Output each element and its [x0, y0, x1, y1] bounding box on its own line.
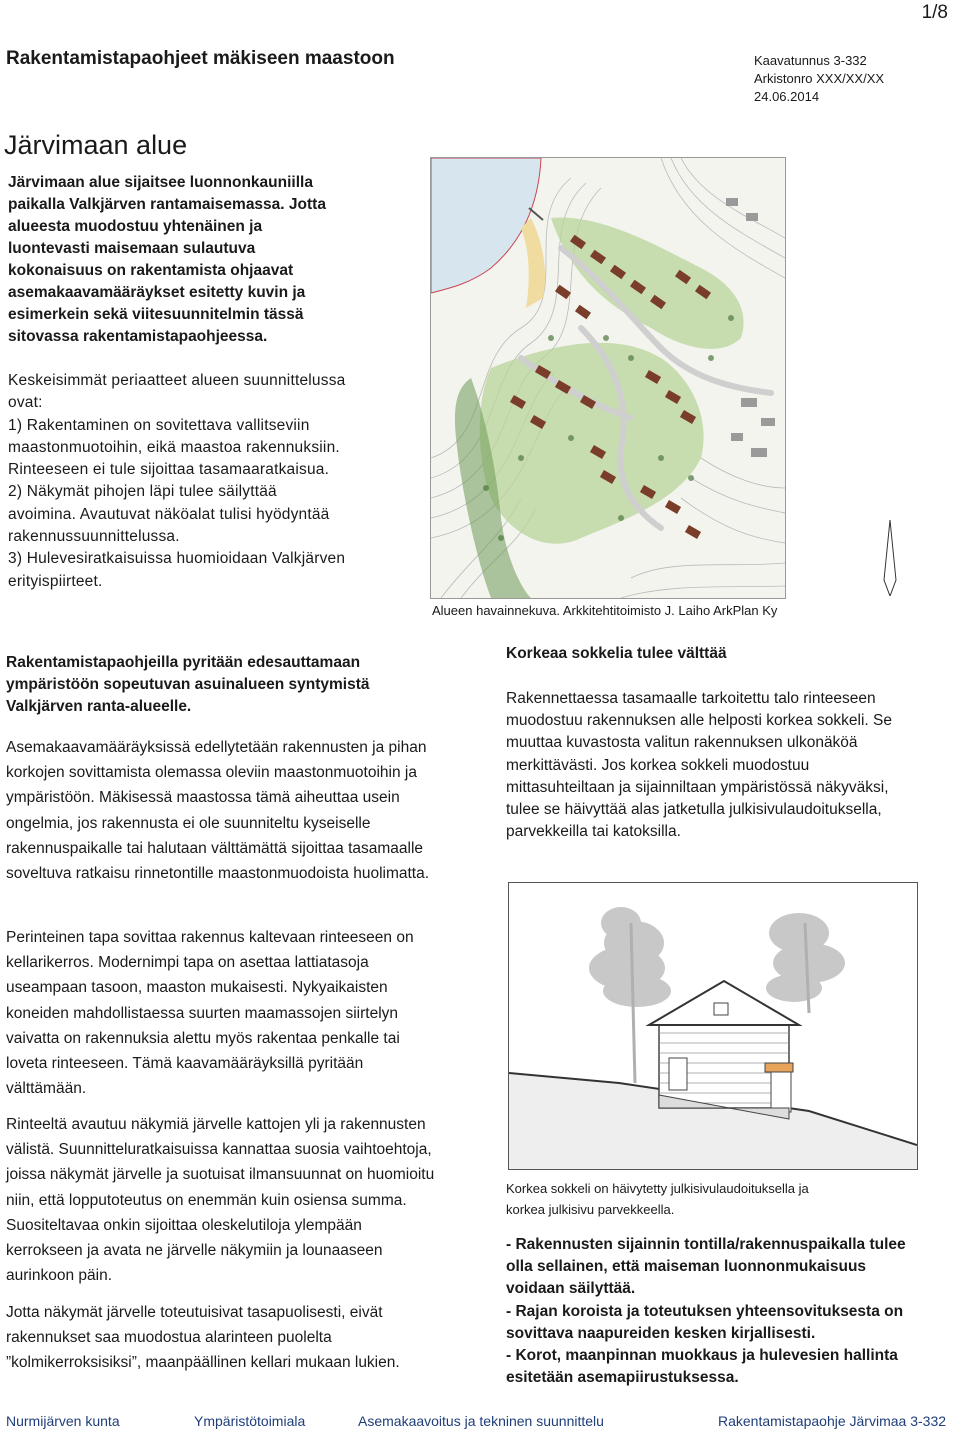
balcony-support: [771, 1072, 791, 1112]
footer-document: Rakentamistapaohje Järvimaa 3-332: [718, 1413, 947, 1429]
requirement-item: - Korot, maanpinnan muokkaus ja hulevesien hallinta esitetään asemapiirustuksessa.: [506, 1347, 898, 1387]
house-door: [669, 1058, 687, 1090]
footer-unit: Asemakaavoitus ja tekninen suunnittelu: [358, 1413, 604, 1429]
document-date: 24.06.2014: [754, 89, 820, 104]
body-paragraph: Perinteinen tapa sovittaa rakennus kaltevaan rinteeseen on kellarikerros. Modernimpi tapa on asettaa lattiatasoja useampaan tasoon, maaston mukaisesti. Nykyaikaisten koneiden mahdollistaessa suurten maamassojen siirtelyn vaivatta on rakennuksia alettu myös rakentaa penkalle tai loveta rinteeseen. Tämä kaavamääräyksillä pyritään välttämään.: [6, 929, 414, 1098]
body-paragraph: Asemakaavamääräyksissä edellytetään rakennusten ja pihan korkojen sovittamista olemassa oleviin maastonmuotoihin ja ympäristöön. Mäkisessä maastossa tämä aiheuttaa usein ongelmia, jos rakennusta ei ole suunniteltu kyseiselle rakennuspaikalle tai halutaan välttämättä sijoittaa tasamaalle soveltuva ratkaisu rinnetontille maastonmuodoista huolimatta.: [6, 739, 430, 883]
slope-house-sketch: [508, 882, 918, 1170]
body-paragraph: Rinteeltä avautuu näkymiä järvelle kattojen yli ja rakennusten välistä. Suunnitteluratkaisuissa kannattaa suosia vaihtoehtoja, joissa näkymät järvelle ja suotuisat ilmansuunnat on huomioitu niin, että lopputoteutus on enemmän kuin osiensa summa. Suositeltavaa onkin sijoittaa oleskelutiloja ylempään kerrokseen ja avata ne järvelle näkymiin ja lounaaseen aurinkoon päin.: [6, 1116, 435, 1285]
intro-paragraph: Järvimaan alue sijaitsee luonnonkauniilla paikalla Valkjärven rantamaisemassa. Jotta alueesta muodostuu yhtenäinen ja luontevasti maisemaan sulautuva kokonaisuus on rakentamista ohjaavat asemakaavamääräykset esitetty kuvin ja esimerkein sekä viitesuunnitelmin tässä sitovassa rakentamistapaohjeessa.: [8, 174, 326, 345]
north-arrow-icon: [880, 520, 900, 601]
page-number: 1/8: [921, 2, 948, 23]
footer-municipality: Nurmijärven kunta: [6, 1413, 120, 1429]
plan-code: Kaavatunnus 3-332: [754, 53, 867, 68]
body-paragraph: Jotta näkymät järvelle toteutuisivat tasapuolisesti, eivät rakennukset saa muodostua alarinteen puolelta ”kolmikerroksisiksi”, maanpäällinen kellari mukaan lukien.: [6, 1304, 400, 1372]
section-title: Järvimaan alue: [4, 130, 188, 160]
document-title: Rakentamistapaohjeet mäkiseen maastoon: [6, 48, 395, 69]
plinth-heading: Korkeaa sokkelia tulee välttää: [506, 645, 727, 662]
sketch-caption: Korkea sokkeli on häivytetty julkisivulaudoituksella ja korkea julkisivu parvekkeella.: [506, 1181, 809, 1217]
house-window: [714, 1003, 728, 1015]
principles-list: [8, 370, 348, 593]
lead-paragraph: Rakentamistapaohjeilla pyritään edesauttamaan ympäristöön sopeutuvan asuinalueen syntymistä Valkjärven ranta-alueelle.: [6, 654, 370, 715]
document-meta: [754, 52, 884, 106]
archive-number: Arkistonro XXX/XX/XX: [754, 71, 885, 86]
site-plan-drawing: [431, 158, 785, 598]
footer-department: Ympäristötoimiala: [194, 1413, 306, 1429]
principle-item: 2) Näkymät pihojen läpi tulee säilyttää avoimina. Avautuvat näköalat tulisi hyödyntää rakennussuunnittelussa.: [8, 483, 330, 546]
site-plan-image: [430, 157, 786, 599]
requirements-list: [506, 1234, 926, 1389]
plinth-paragraph: Rakennettaessa tasamaalle tarkoitettu talo rinteeseen muodostuu rakennuksen alle helposti korkea sokkeli. Se muuttaa kuvastosta valitun rakennuksen ulkonäköä merkittävästi. Jos korkea sokkeli muodostuu mittasuhteiltaan ja sijainniltaan ympäristössä näkyväksi, tulee se häivyttää alas jatketulla julkisivulaudoituksella, parvekkeilla tai katoksilla.: [506, 690, 893, 841]
site-plan-caption: Alueen havainnekuva. Arkkitehtitoimisto J. Laiho ArkPlan Ky: [432, 603, 778, 618]
principle-item: 3) Hulevesiratkaisuissa huomioidaan Valkjärven erityispiirteet.: [8, 550, 346, 590]
principles-heading: Keskeisimmät periaatteet alueen suunnittelussa ovat:: [8, 372, 346, 412]
principle-item: 1) Rakentaminen on sovitettava vallitseviin maastonmuotoihin, eikä maastoa rakennuksiin. Rinteeseen ei tule sijoittaa tasamaaratkaisua.: [8, 416, 340, 479]
slope-house-drawing: [509, 883, 917, 1169]
requirement-item: - Rakennusten sijainnin tontilla/rakennuspaikalla tulee olla sellainen, että maiseman luonnonmukaisuus voidaan säilyttää.: [506, 1236, 906, 1298]
requirement-item: - Rajan koroista ja toteutuksen yhteensovituksesta on sovittava naapureiden kesken kirjallisesti.: [506, 1302, 904, 1342]
balcony: [765, 1063, 793, 1072]
